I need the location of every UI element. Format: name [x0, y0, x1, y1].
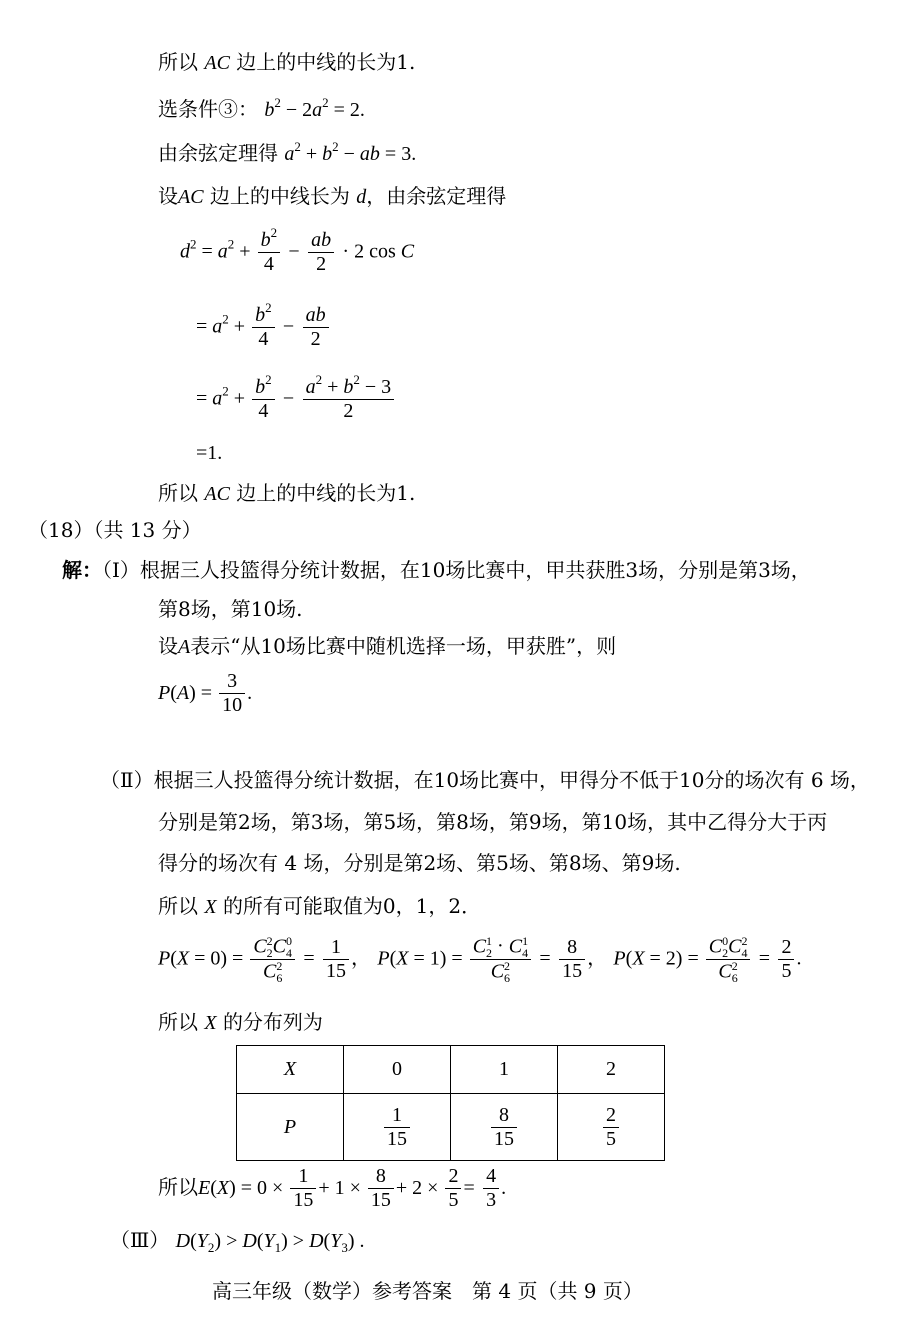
law-of-cosines-line: 由余弦定理得 $a^2 + b^2$ − ab = 3. — [158, 139, 417, 165]
x-values-line: 所以 X 的所有可能取值为0，1，2． — [158, 894, 482, 918]
equation-step-3: = $a^2$ + $\frac{b^2}{4}$ − $\frac{a^2 + b^2 - 3}{2}$ — [196, 375, 396, 423]
table-row — [237, 1046, 665, 1094]
probability-a: P(A) = $\frac{3}{10}$ . — [158, 670, 253, 716]
equation-result: =1. — [196, 442, 223, 464]
table-header-cell: 0 — [344, 1046, 451, 1094]
part-3-line: （Ⅲ） $D(Y_2) > D(Y_1) > D(Y_3)$ . — [110, 1228, 365, 1255]
part-2-line-1: （Ⅱ）根据三人投篮得分统计数据，在10场比赛中，甲得分不低于10分的场次有 6 场， — [100, 768, 870, 792]
table-cell: $\frac{2}{5}$ — [558, 1094, 665, 1161]
question-18-header: （18）（共 13 分） — [28, 518, 202, 542]
part-1-line-2: 第8场，第10场. — [158, 597, 303, 621]
part-2-line-3: 得分的场次有 4 场，分别是第2场、第5场、第8场、第9场. — [158, 851, 681, 875]
table-cell: $\frac{1}{15}$ — [344, 1094, 451, 1161]
table-row — [237, 1094, 665, 1161]
probability-formulas: P(X = 0) = C 2 2 C 0 4 C 2 6 = $\frac{1}{15}$ ， P(X = 1) = C 1 2 · C 1 4 C 2 6 = $\frac{8}{15}$ ， P(X = 2) = C 0 2 C 2 4 C 2 6 = $\frac{2}{5}$ . — [158, 933, 802, 985]
part-1-line-1: 解：（Ⅰ）根据三人投篮得分统计数据，在10场比赛中，甲共获胜3场，分别是第3场， — [62, 558, 811, 582]
table-row-label: P — [237, 1094, 344, 1161]
part-2-line-2: 分别是第2场，第3场，第5场，第8场，第9场，第10场，其中乙得分大于丙 — [158, 810, 828, 834]
table-header-cell: 1 — [451, 1046, 558, 1094]
equation-d-squared: $d^2 = a^2$ + $\frac{b^2}{4}$ − $\frac{ab}{2}$ · 2 cos C — [180, 225, 415, 275]
page-footer: 高三年级（数学）参考答案 第 4 页（共 9 页） — [212, 1279, 643, 1303]
expectation-line: 所以E(X) = 0 × $\frac{1}{15}$ + 1 × $\frac{8}{15}$ + 2 × $\frac{2}{5}$ = $\frac{4}{3}$ . — [158, 1165, 507, 1211]
equation-step-2: = $a^2$ + $\frac{b^2}{4}$ − $\frac{ab}{2}$ — [196, 303, 331, 351]
distribution-table — [236, 1045, 665, 1161]
event-a-definition: 设A表示“从10场比赛中随机选择一场，甲获胜”，则 — [158, 634, 617, 658]
table-cell: $\frac{8}{15}$ — [451, 1094, 558, 1161]
median-setup-line: 设AC 边上的中线长为 d，由余弦定理得 — [158, 184, 507, 208]
condition-3-line: 选条件③： $b^2 - 2a^2 = 2$. — [158, 95, 365, 121]
conclusion-line-2: 所以 AC 边上的中线的长为1. — [158, 481, 416, 505]
table-header-cell: 2 — [558, 1046, 665, 1094]
conclusion-line-1: 所以 AC 边上的中线的长为1. — [158, 50, 416, 74]
table-header-cell: X — [237, 1046, 344, 1094]
distribution-intro: 所以 X 的分布列为 — [158, 1010, 323, 1034]
